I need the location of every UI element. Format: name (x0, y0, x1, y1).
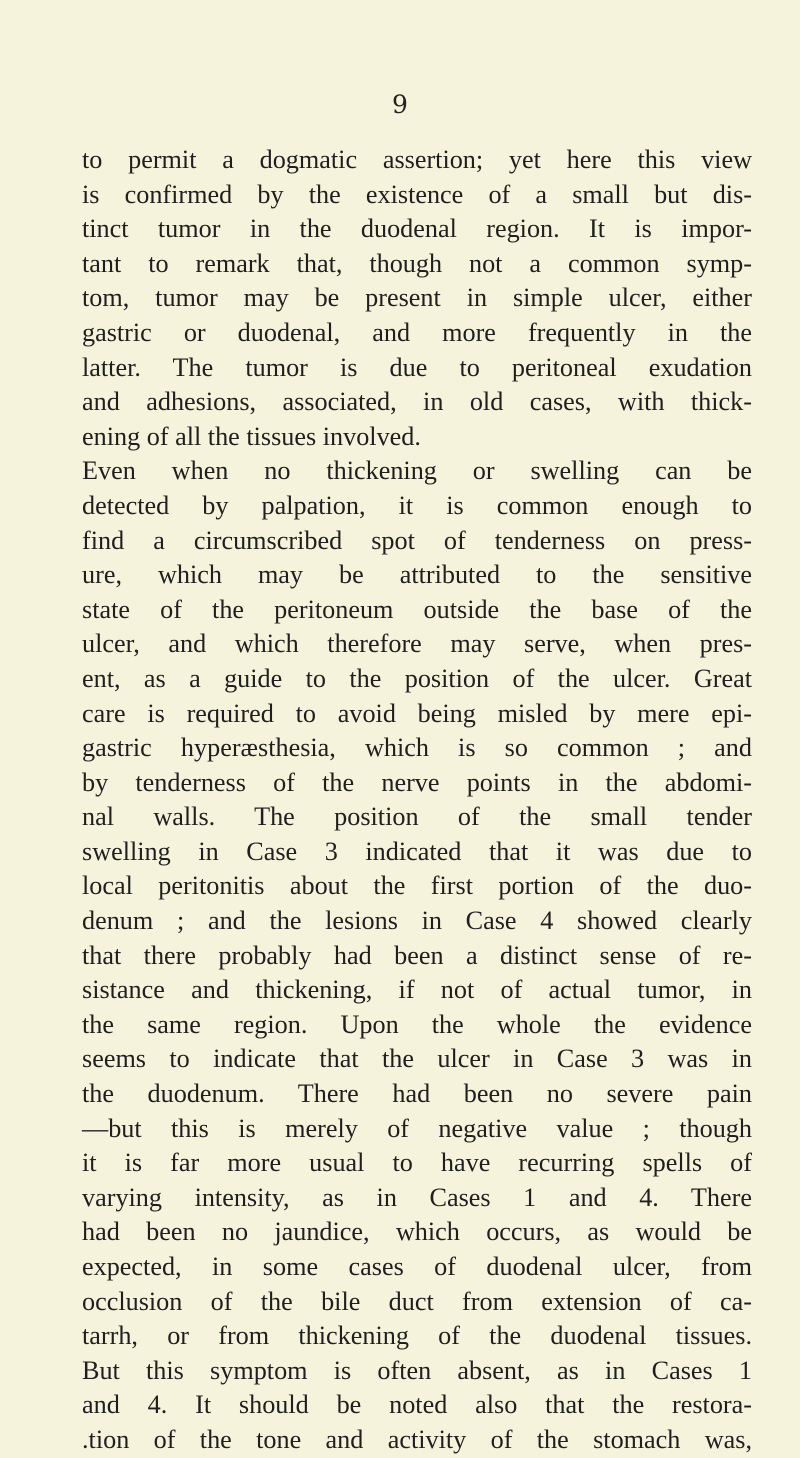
text-line: the duodenum. There had been no severe pain (82, 1079, 752, 1109)
text-line: .tion of the tone and activity of the stomach was, (82, 1424, 752, 1454)
text-line: gastric or duodenal, and more frequently in the (82, 317, 752, 347)
text-line: But this symptom is often absent, as in Cases 1 (82, 1355, 752, 1385)
text-line: tinct tumor in the duodenal region. It is impor- (82, 214, 752, 244)
text-line: swelling in Case 3 indicated that it was due to (82, 836, 752, 866)
text-line: it is far more usual to have recurring spells of (82, 1148, 752, 1178)
text-line: occlusion of the bile duct from extension of ca- (82, 1286, 752, 1316)
text-line: state of the peritoneum outside the base of the (82, 594, 752, 624)
text-line: to permit a dogmatic assertion; yet here this view (82, 145, 752, 174)
text-line: gastric hyperæsthesia, which is so common ; and (82, 733, 752, 763)
text-line: latter. The tumor is due to peritoneal exudation (82, 352, 752, 382)
text-line: find a circumscribed spot of tenderness on press- (82, 525, 752, 555)
text-line: tarrh, or from thickening of the duodenal tissues. (82, 1321, 752, 1351)
text-line: and 4. It should be noted also that the restora- (82, 1390, 752, 1420)
text-line: expected, in some cases of duodenal ulcer, from (82, 1252, 752, 1281)
text-line: that there probably had been a distinct sense of re- (82, 940, 752, 970)
text-line: ent, as a guide to the position of the ulcer. Great (82, 663, 752, 693)
page-number: 9 (392, 90, 408, 119)
text-line: the same region. Upon the whole the evidence (82, 1009, 752, 1039)
text-line: seems to indicate that the ulcer in Case 3 was in (82, 1044, 752, 1074)
text-line: —but this is merely of negative value ; though (82, 1113, 752, 1143)
text-line: care is required to avoid being misled by mere epi- (82, 698, 752, 728)
text-line: tant to remark that, though not a common symp- (82, 248, 752, 278)
text-line: ulcer, and which therefore may serve, when pres- (82, 629, 752, 659)
text-line: local peritonitis about the first portion of the duo- (82, 871, 752, 901)
text-line: varying intensity, as in Cases 1 and 4. There (82, 1182, 752, 1212)
text-line: sistance and thickening, if not of actual tumor, in (82, 975, 752, 1005)
text-line: ening of all the tissues involved. (82, 421, 421, 451)
body-text (82, 143, 752, 1458)
text-line: had been no jaundice, which occurs, as would be (82, 1217, 752, 1247)
text-line: denum ; and the lesions in Case 4 showed clearly (82, 906, 752, 936)
text-line: ure, which may be attributed to the sensitive (82, 560, 752, 590)
text-line: detected by palpation, it is common enough to (82, 490, 752, 520)
text-line: is confirmed by the existence of a small but dis- (82, 179, 752, 209)
text-line: tom, tumor may be present in simple ulcer, either (82, 283, 752, 313)
text-line: nal walls. The position of the small tender (82, 802, 752, 832)
text-line: Even when no thickening or swelling can be (82, 456, 752, 486)
text-line: by tenderness of the nerve points in the abdomi- (82, 767, 752, 797)
text-line: and adhesions, associated, in old cases, with thick- (82, 387, 752, 417)
